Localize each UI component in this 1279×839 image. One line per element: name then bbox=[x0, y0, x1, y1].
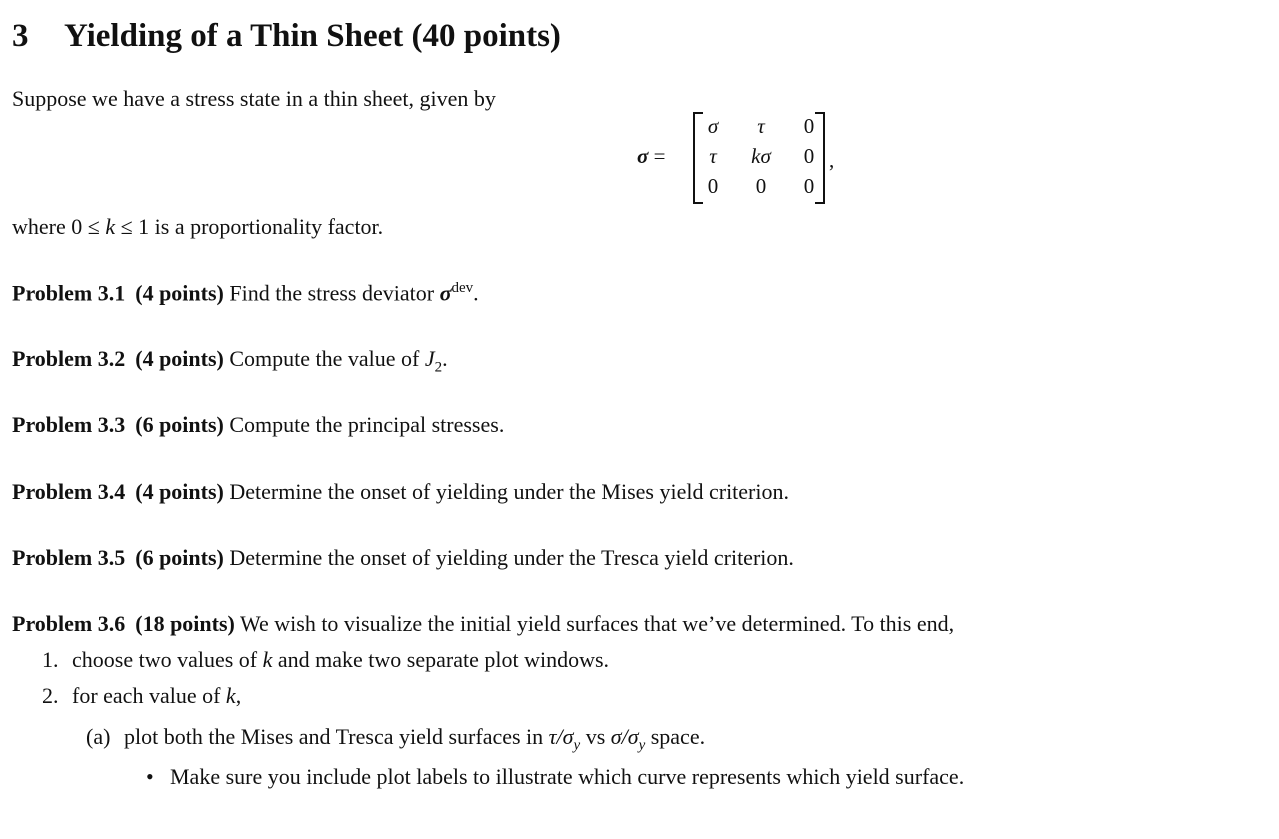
section-number: 3 bbox=[12, 18, 29, 54]
matrix-cell: 0 bbox=[803, 114, 815, 138]
problem-3-3: Problem 3.3 (6 points) Compute the principal stresses. bbox=[12, 412, 505, 437]
list-subitem-a: (a) plot both the Mises and Tresca yield surfaces in $\tau/\sigma_y$ vs $\sigma/\sigma_y$ space. bbox=[86, 724, 706, 754]
matrix-cell: 0 bbox=[707, 174, 719, 198]
stress-matrix-equation bbox=[637, 104, 837, 204]
matrix-cell: σ bbox=[707, 114, 719, 138]
problem-label: Problem 3.6 bbox=[12, 611, 126, 636]
section-heading bbox=[12, 18, 561, 55]
problem-points: (4 points) bbox=[135, 479, 224, 504]
problem-label: Problem 3.2 bbox=[12, 346, 126, 371]
problem-label: Problem 3.3 bbox=[12, 412, 126, 437]
problem-points: (6 points) bbox=[135, 412, 224, 437]
matrix-cell: 0 bbox=[803, 174, 815, 198]
problem-3-6: Problem 3.6 (18 points) We wish to visualize the initial yield surfaces that we’ve determined. To this end, bbox=[12, 611, 955, 636]
bullet-icon: • bbox=[146, 764, 154, 789]
matrix-cell: 0 bbox=[803, 144, 815, 168]
problem-3-1: Problem 3.1 (4 points) Find the stress deviator $\sigma^{dev}$. bbox=[12, 280, 479, 306]
section-title: Yielding of a Thin Sheet (40 points) bbox=[64, 18, 561, 54]
list-item: 2. for each value of k, bbox=[42, 683, 242, 708]
matrix-cell: 0 bbox=[755, 174, 767, 198]
matrix-comma: , bbox=[829, 148, 835, 172]
matrix-lhs: σ = bbox=[637, 144, 666, 168]
problem-label: Problem 3.4 bbox=[12, 479, 126, 504]
problem-3-5: Problem 3.5 (6 points) Determine the onset of yielding under the Tresca yield criterion. bbox=[12, 545, 794, 570]
matrix-cell: τ bbox=[757, 114, 765, 138]
problem-label: Problem 3.1 bbox=[12, 280, 126, 306]
problem-points: (4 points) bbox=[135, 346, 224, 371]
list-item: 1. choose two values of k and make two separate plot windows. bbox=[42, 647, 610, 672]
intro-text: Suppose we have a stress state in a thin sheet, given by bbox=[12, 86, 496, 111]
problem-points: (18 points) bbox=[135, 611, 235, 636]
matrix-cell: kσ bbox=[751, 144, 771, 168]
bullet-item: • Make sure you include plot labels to illustrate which curve represents which yield surface. bbox=[146, 764, 965, 789]
matrix-cell: τ bbox=[709, 144, 717, 168]
problem-label: Problem 3.5 bbox=[12, 545, 126, 570]
problem-3-4: Problem 3.4 (4 points) Determine the onset of yielding under the Mises yield criterion. bbox=[12, 479, 789, 504]
problem-points: (6 points) bbox=[135, 545, 224, 570]
where-text: where 0 ≤ k ≤ 1 is a proportionality factor. bbox=[12, 214, 384, 239]
problem-points: (4 points) bbox=[135, 280, 224, 306]
problem-3-2: Problem 3.2 (4 points) Compute the value of $J_2$. bbox=[12, 346, 448, 376]
